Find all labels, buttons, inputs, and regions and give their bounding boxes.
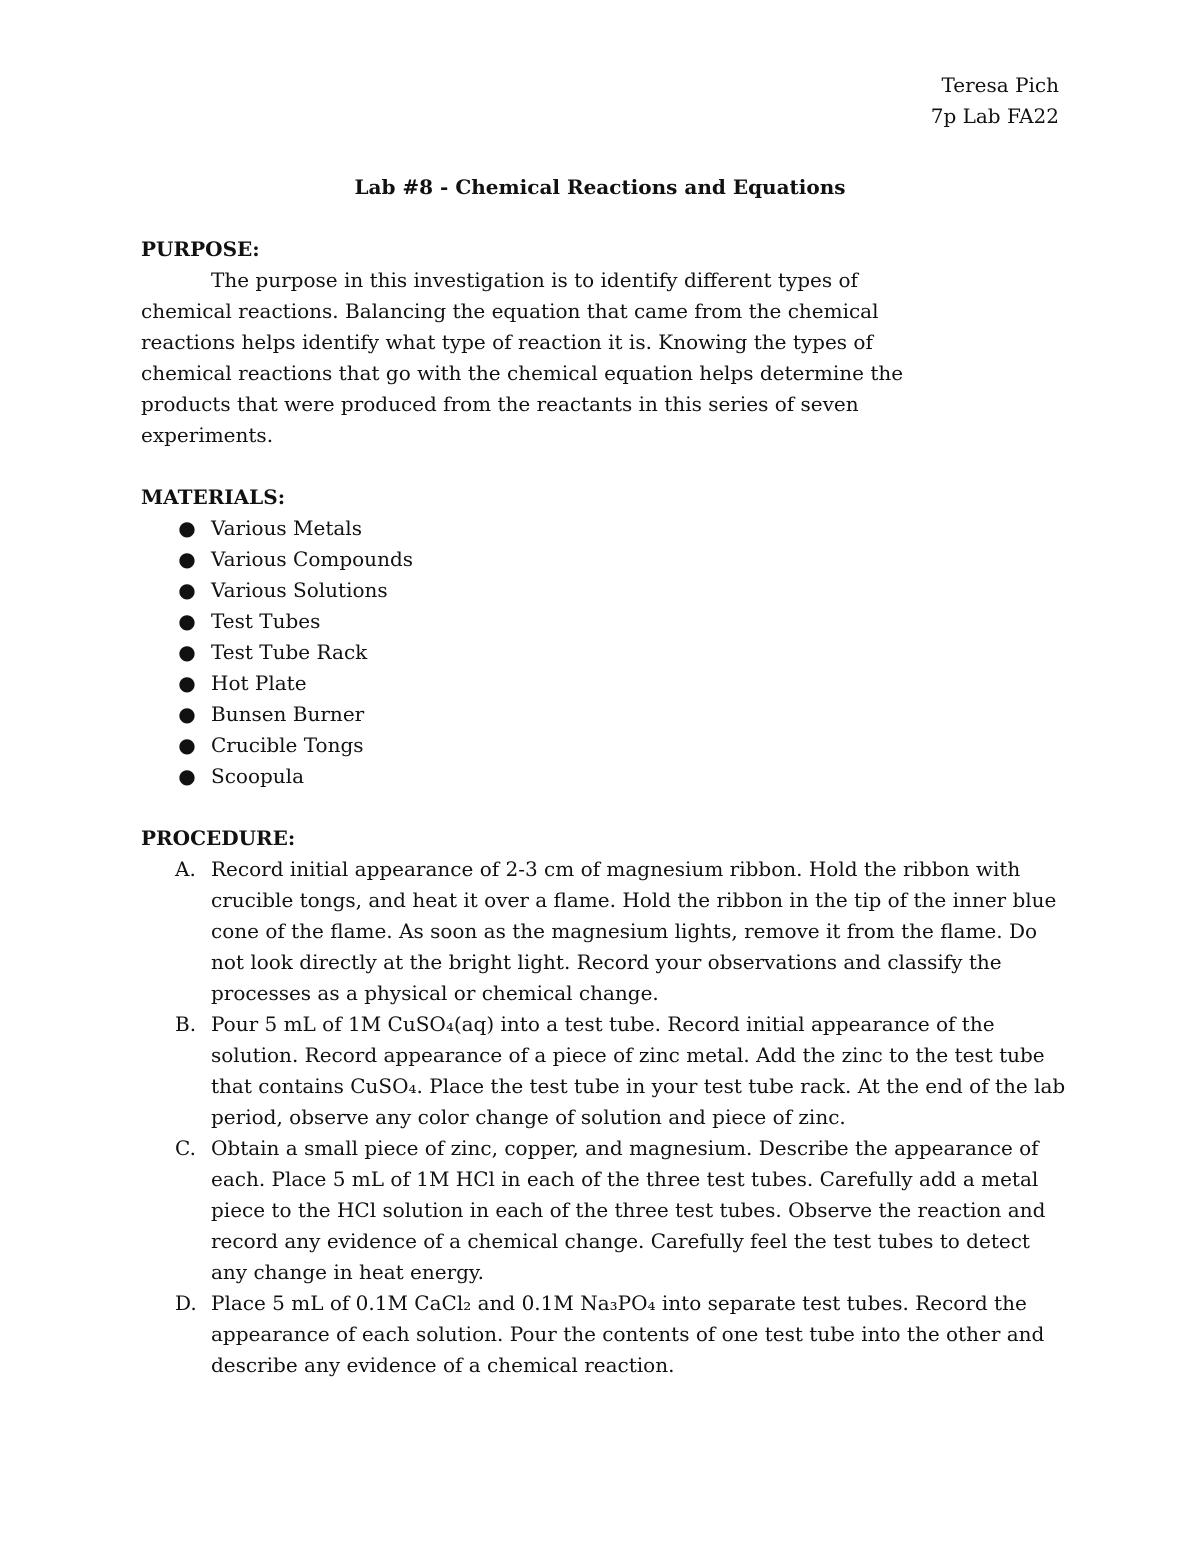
step-text: Obtain a small piece of zinc, copper, and magnesium. Describe the appearance of each. Place 5 mL of 1M HCl in each of the three test tubes. Carefully add a metal piece to the HCl solution in each of the three test tubes. Observe the reaction and record any evidence of a chemical change. Carefully feel the test tubes to detect any change in heat energy. [211, 1136, 1046, 1284]
materials-item-label: Crucible Tongs [211, 733, 364, 757]
bullet-icon: ● [178, 733, 196, 757]
procedure-step [141, 1133, 1071, 1288]
bullet-icon: ● [178, 671, 196, 695]
materials-item-label: Test Tubes [211, 609, 321, 633]
bullet-icon: ● [178, 702, 196, 726]
materials-item [141, 513, 1071, 544]
step-marker: D. [175, 1291, 197, 1315]
step-marker: C. [175, 1136, 196, 1160]
document-title: Lab #8 - Chemical Reactions and Equations [354, 175, 846, 199]
materials-item [141, 699, 1071, 730]
materials-item [141, 761, 1071, 792]
materials-heading: MATERIALS: [141, 485, 286, 509]
step-text: Record initial appearance of 2-3 cm of magnesium ribbon. Hold the ribbon with crucible tongs, and heat it over a flame. Hold the ribbon in the tip of the inner blue cone of the flame. As soon as the magnesium lights, remove it from the flame. Do not look directly at the bright light. Record your observations and classify the processes as a physical or chemical change. [211, 857, 1057, 1005]
materials-item-label: Various Metals [211, 516, 362, 540]
materials-item-label: Various Solutions [211, 578, 388, 602]
materials-item [141, 668, 1071, 699]
materials-item [141, 606, 1071, 637]
purpose-text: The purpose in this investigation is to identify different types of chemical reactions. Balancing the equation that came from the chemical reactions helps identify what type of reaction it is. Knowing the types of chemical reactions that go with the chemical equation helps determine the products that were produced from the reactants in this series of seven experiments. [141, 268, 904, 447]
materials-item-label: Hot Plate [211, 671, 307, 695]
step-marker: B. [175, 1012, 197, 1036]
bullet-icon: ● [178, 609, 196, 633]
materials-item-label: Various Compounds [211, 547, 414, 571]
course-label: 7p Lab FA22 [930, 104, 1059, 128]
bullet-icon: ● [178, 578, 196, 602]
step-text: Place 5 mL of 0.1M CaCl₂ and 0.1M Na₃PO₄ into separate test tubes. Record the appearance of each solution. Pour the contents of one test tube into the other and describe any evidence of a chemical reaction. [211, 1291, 1045, 1377]
bullet-icon: ● [178, 516, 196, 540]
bullet-icon: ● [178, 640, 196, 664]
procedure-list [141, 854, 1071, 1381]
procedure-step [141, 1009, 1071, 1133]
procedure-step [141, 854, 1071, 1009]
materials-item [141, 637, 1071, 668]
materials-list [141, 513, 1071, 792]
materials-item [141, 730, 1071, 761]
step-text: Pour 5 mL of 1M CuSO₄(aq) into a test tube. Record initial appearance of the solution. Record appearance of a piece of zinc metal. Add the zinc to the test tube that contains CuSO₄. Place the test tube in your test tube rack. At the end of the lab period, observe any color change of solution and piece of zinc. [211, 1012, 1066, 1129]
bullet-icon: ● [178, 547, 196, 571]
procedure-heading: PROCEDURE: [141, 826, 296, 850]
materials-item [141, 544, 1071, 575]
materials-item-label: Test Tube Rack [211, 640, 368, 664]
procedure-step [141, 1288, 1071, 1381]
step-marker: A. [175, 857, 196, 881]
purpose-heading: PURPOSE: [141, 237, 260, 261]
bullet-icon: ● [178, 764, 196, 788]
materials-item-label: Scoopula [211, 764, 304, 788]
materials-item-label: Bunsen Burner [211, 702, 365, 726]
document-body [141, 234, 1071, 1381]
materials-item [141, 575, 1071, 606]
header-block [931, 70, 1059, 132]
author-name: Teresa Pich [941, 73, 1059, 97]
